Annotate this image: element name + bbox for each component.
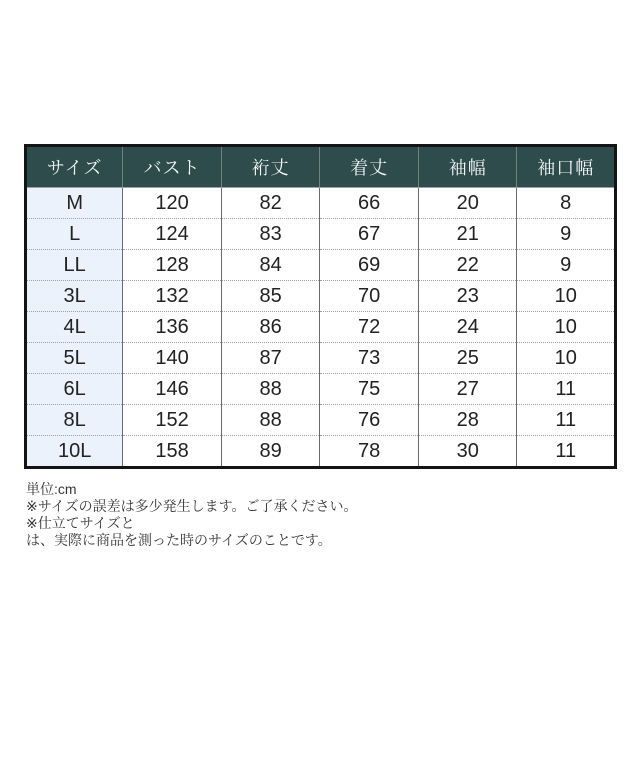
value-cell: 128 bbox=[123, 250, 222, 281]
value-cell: 88 bbox=[221, 405, 320, 436]
value-cell: 11 bbox=[517, 374, 616, 405]
value-cell: 22 bbox=[418, 250, 517, 281]
table-row bbox=[26, 250, 616, 281]
value-cell: 86 bbox=[221, 312, 320, 343]
column-header-yukitake: 裄丈 bbox=[221, 146, 320, 188]
size-cell: L bbox=[26, 219, 123, 250]
value-cell: 66 bbox=[320, 188, 419, 219]
table-row bbox=[26, 312, 616, 343]
value-cell: 10 bbox=[517, 312, 616, 343]
size-cell: 4L bbox=[26, 312, 123, 343]
table-row bbox=[26, 405, 616, 436]
table-row bbox=[26, 343, 616, 374]
size-cell: 3L bbox=[26, 281, 123, 312]
value-cell: 75 bbox=[320, 374, 419, 405]
value-cell: 11 bbox=[517, 405, 616, 436]
value-cell: 24 bbox=[418, 312, 517, 343]
value-cell: 11 bbox=[517, 436, 616, 468]
value-cell: 25 bbox=[418, 343, 517, 374]
value-cell: 78 bbox=[320, 436, 419, 468]
size-cell: 5L bbox=[26, 343, 123, 374]
value-cell: 28 bbox=[418, 405, 517, 436]
value-cell: 67 bbox=[320, 219, 419, 250]
value-cell: 9 bbox=[517, 219, 616, 250]
size-cell: M bbox=[26, 188, 123, 219]
value-cell: 70 bbox=[320, 281, 419, 312]
value-cell: 84 bbox=[221, 250, 320, 281]
note-line: は、実際に商品を測った時のサイズのことです。 bbox=[26, 532, 332, 548]
value-cell: 20 bbox=[418, 188, 517, 219]
value-cell: 69 bbox=[320, 250, 419, 281]
value-cell: 30 bbox=[418, 436, 517, 468]
value-cell: 27 bbox=[418, 374, 517, 405]
value-cell: 9 bbox=[517, 250, 616, 281]
value-cell: 132 bbox=[123, 281, 222, 312]
value-cell: 88 bbox=[221, 374, 320, 405]
value-cell: 82 bbox=[221, 188, 320, 219]
value-cell: 72 bbox=[320, 312, 419, 343]
size-cell: 10L bbox=[26, 436, 123, 468]
size-notes bbox=[26, 481, 358, 549]
column-header-size: サイズ bbox=[26, 146, 123, 188]
size-chart-table bbox=[24, 144, 617, 469]
table-row bbox=[26, 374, 616, 405]
value-cell: 23 bbox=[418, 281, 517, 312]
size-cell: LL bbox=[26, 250, 123, 281]
column-header-sodehaba: 袖幅 bbox=[418, 146, 517, 188]
value-cell: 83 bbox=[221, 219, 320, 250]
table-row bbox=[26, 281, 616, 312]
table-row bbox=[26, 436, 616, 468]
value-cell: 73 bbox=[320, 343, 419, 374]
note-unit: 単位:cm bbox=[26, 481, 77, 497]
value-cell: 10 bbox=[517, 343, 616, 374]
size-chart-body bbox=[26, 188, 616, 468]
value-cell: 21 bbox=[418, 219, 517, 250]
column-header-kitake: 着丈 bbox=[320, 146, 419, 188]
size-chart-table-container bbox=[24, 144, 617, 469]
value-cell: 140 bbox=[123, 343, 222, 374]
size-chart-header bbox=[26, 146, 616, 188]
column-header-sodeguchi: 袖口幅 bbox=[517, 146, 616, 188]
value-cell: 76 bbox=[320, 405, 419, 436]
header-row bbox=[26, 146, 616, 188]
table-row bbox=[26, 188, 616, 219]
value-cell: 8 bbox=[517, 188, 616, 219]
value-cell: 152 bbox=[123, 405, 222, 436]
value-cell: 87 bbox=[221, 343, 320, 374]
note-line: ※仕立てサイズと bbox=[26, 515, 135, 531]
value-cell: 146 bbox=[123, 374, 222, 405]
value-cell: 120 bbox=[123, 188, 222, 219]
value-cell: 10 bbox=[517, 281, 616, 312]
value-cell: 124 bbox=[123, 219, 222, 250]
note-line: ※サイズの誤差は多少発生します。ご了承ください。 bbox=[26, 498, 358, 514]
table-row bbox=[26, 219, 616, 250]
column-header-bust: バスト bbox=[123, 146, 222, 188]
size-cell: 8L bbox=[26, 405, 123, 436]
value-cell: 89 bbox=[221, 436, 320, 468]
value-cell: 158 bbox=[123, 436, 222, 468]
size-cell: 6L bbox=[26, 374, 123, 405]
value-cell: 136 bbox=[123, 312, 222, 343]
value-cell: 85 bbox=[221, 281, 320, 312]
